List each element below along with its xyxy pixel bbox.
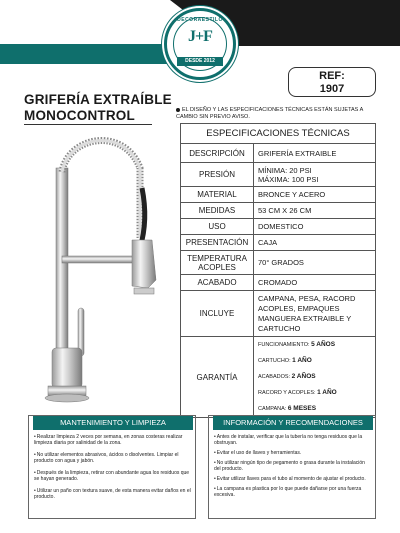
spec-value: 70° GRADOS [254,251,376,275]
table-row [181,219,376,235]
brand-logo [164,8,236,80]
spec-label: INCLUYE [181,291,254,337]
warranty-list [254,337,376,418]
spec-label: MEDIDAS [181,203,254,219]
spec-value: CROMADO [254,275,376,291]
table-row [181,187,376,203]
maintenance-title: MANTENIMIENTO Y LIMPIEZA [33,416,193,430]
reference-label: REF: [319,70,345,82]
spec-value: CAMPANA, PESA, RACORD ACOPLES, EMPAQUES MANGUERA EXTRAIBLE Y CARTUCHO [254,291,376,337]
product-title [24,92,172,124]
table-row [181,124,376,144]
spec-value [254,163,376,187]
spec-label: MATERIAL [181,187,254,203]
spec-label: ACABADO [181,275,254,291]
logo-mark [167,28,233,46]
reference-box [288,67,376,97]
maintenance-list [34,434,192,506]
notice [176,107,386,121]
specifications-header: ESPECIFICACIONES TÉCNICAS [181,124,376,144]
temperature-label-line2: ACOPLES [198,262,236,272]
list-item: • Evitar utilizar llaves para el tubo al momento de ajustar el producto. [214,476,372,482]
warranty-item [258,353,371,369]
warranty-item-name: CARTUCHO: [258,358,291,364]
table-row [181,275,376,291]
warranty-item [258,337,371,353]
spec-value: GRIFERÍA EXTRAIBLE [254,144,376,163]
list-item: • No utilizar elementos abrasivos, ácidos o disolventes. Limpiar el producto con agua y jabón. [34,452,192,464]
reference-number: 1907 [319,83,345,95]
pressure-max: MÁXIMA: 100 PSI [258,174,319,184]
temperature-label-line1: TEMPERATURA [187,253,247,263]
list-item: • Evitar el uso de llaves y herramientas. [214,450,372,456]
table-row [181,144,376,163]
table-row [181,251,376,275]
specifications-table [180,123,376,418]
logo-ribbon: DESDE 2012 [177,57,223,66]
spec-label: DESCRIPCIÓN [181,144,254,163]
warranty-item-value: 1 AÑO [292,357,312,364]
table-row [181,203,376,219]
logo-mark-text: J+F [188,28,212,45]
spec-value: BRONCE Y ACERO [254,187,376,203]
list-item: • Después de la limpieza, retirar con abundante agua los residuos que se hayan generado. [34,470,192,482]
title-divider [24,124,152,125]
spec-value: DOMESTICO [254,219,376,235]
warranty-item-value: 6 MESES [287,405,317,412]
warranty-item-name: FUNCIONAMIENTO: [258,342,310,348]
spec-label: PRESENTACIÓN [181,235,254,251]
table-row [181,235,376,251]
pressure-min: MÍNIMA: 20 PSI [258,165,312,175]
spec-value: CAJA [254,235,376,251]
bullet-icon [176,108,180,112]
warranty-item [258,385,371,401]
spec-label [181,251,254,275]
spec-label: USO [181,219,254,235]
warranty-item-value: 2 AÑOS [291,373,316,380]
list-item: • La campana es plastica por lo que puede dañarse por una fuerza excesiva. [214,486,372,498]
warranty-item-name: CAMPANA: [258,406,287,412]
warranty-item [258,369,371,385]
notice-text: EL DISEÑO Y LAS ESPECIFICACIONES TÉCNICAS ESTÁN SUJETAS A CAMBIO SIN PREVIO AVISO. [176,107,363,120]
list-item: • Antes de instalar, verificar que la tubería no tenga residuos que la obstruyan. [214,434,372,446]
warranty-item-name: RACORD Y ACOPLES: [258,390,316,396]
maintenance-box [28,415,196,519]
logo-arc-text: DECORAESTILO [177,17,223,23]
warranty-item-name: ACABADOS: [258,374,291,380]
table-row [181,291,376,337]
warranty-item-value: 1 AÑO [317,389,337,396]
table-row [181,163,376,187]
product-title-line1: GRIFERÍA EXTRAÍBLE [24,92,172,107]
table-row [181,337,376,418]
product-title-line2: MONOCONTROL [24,108,135,123]
info-box [208,415,376,519]
info-title: INFORMACIÓN Y RECOMENDACIONES [213,416,373,430]
spec-label: GARANTÍA [181,337,254,418]
spec-value: 53 CM X 26 CM [254,203,376,219]
list-item: • Utilizar un paño con textura suave, de esta manera evitar daños en el producto. [34,488,192,500]
list-item: • Realizar limpieza 2 veces por semana, en zonas costeras realizar limpieza diaria por salinidad de la zona. [34,434,192,446]
warranty-item-value: 5 AÑOS [311,341,336,348]
list-item: • No utilizar ningún tipo de pegamento o grasa durante la instalación del producto. [214,460,372,472]
spec-label: PRESIÓN [181,163,254,187]
faucet-image [28,128,176,408]
info-list [214,434,372,502]
